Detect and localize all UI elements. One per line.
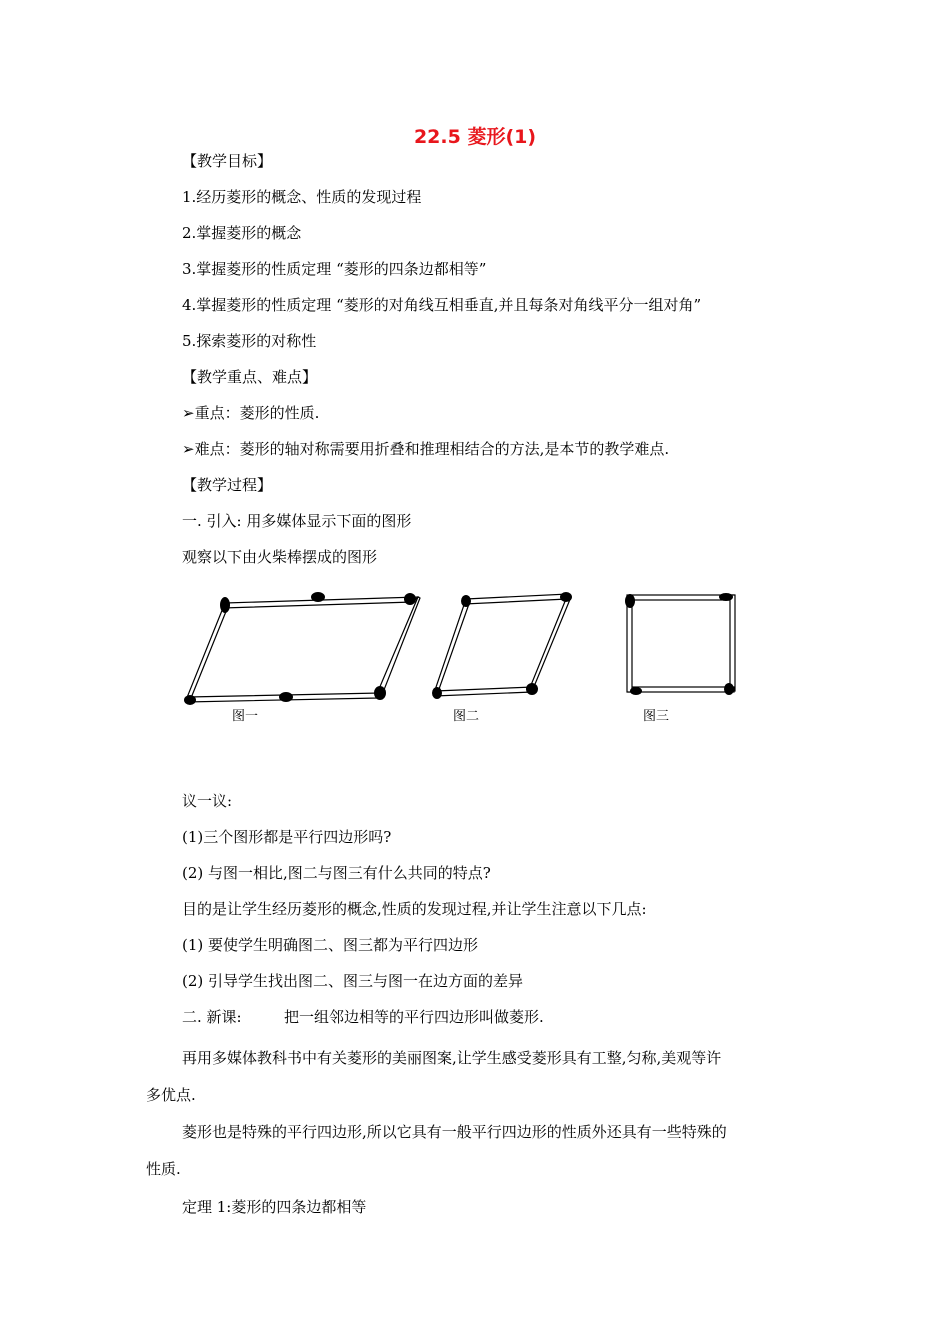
process-intro: 一. 引入: 用多媒体显示下面的图形 [182,512,412,530]
page-title: 22.5 菱形(1) [413,126,537,148]
paragraph-2-line-1: 菱形也是特殊的平行四边形,所以它具有一般平行四边形的性质外还具有一些特殊的 [182,1123,727,1141]
discussion-q1: (1)三个图形都是平行四边形吗? [182,828,392,846]
paragraph-1-line-2: 多优点. [146,1086,196,1104]
figure-1-caption: 图一 [232,709,259,724]
key-points-heading: 【教学重点、难点】 [182,368,318,386]
figure-1-parallelogram [184,592,420,705]
objective-item-1: 1.经历菱形的概念、性质的发现过程 [182,188,422,206]
figure-2-rhombus [432,592,572,699]
discussion-point-1: (1) 要使学生明确图二、图三都为平行四边形 [182,936,479,954]
key-point-difficulty: ➢难点：菱形的轴对称需要用折叠和推理相结合的方法,是本节的教学难点. [182,440,670,458]
rhombus-definition: 把一组邻边相等的平行四边形叫做菱形. [284,1008,544,1026]
theorem-1: 定理 1:菱形的四条边都相等 [182,1198,367,1216]
objectives-heading: 【教学目标】 [182,152,273,170]
matchstick-figures [170,585,770,730]
figure-3-square [625,593,735,695]
paragraph-2-line-2: 性质. [146,1160,181,1178]
paragraph-1-line-1: 再用多媒体教科书中有关菱形的美丽图案,让学生感受菱形具有工整,匀称,美观等许 [182,1049,722,1067]
discussion-purpose: 目的是让学生经历菱形的概念,性质的发现过程,并让学生注意以下几点: [182,900,647,918]
figure-3-caption: 图三 [643,709,670,724]
objective-item-5: 5.探索菱形的对称性 [182,332,317,350]
process-heading: 【教学过程】 [182,476,273,494]
discussion-point-2: (2) 引导学生找出图二、图三与图一在边方面的差异 [182,972,524,990]
process-observe: 观察以下由火柴棒摆成的图形 [182,548,378,566]
key-point-focus: ➢重点：菱形的性质. [182,404,320,422]
figure-2-caption: 图二 [453,709,480,724]
objective-item-4: 4.掌握菱形的性质定理 “菱形的对角线互相垂直,并且每条对角线平分一组对角” [182,296,702,314]
new-lesson-heading: 二. 新课: [182,1008,242,1026]
discussion-heading: 议一议: [182,792,233,810]
discussion-q2: (2) 与图一相比,图二与图三有什么共同的特点? [182,864,491,882]
objective-item-3: 3.掌握菱形的性质定理 “菱形的四条边都相等” [182,260,487,278]
objective-item-2: 2.掌握菱形的概念 [182,224,302,242]
